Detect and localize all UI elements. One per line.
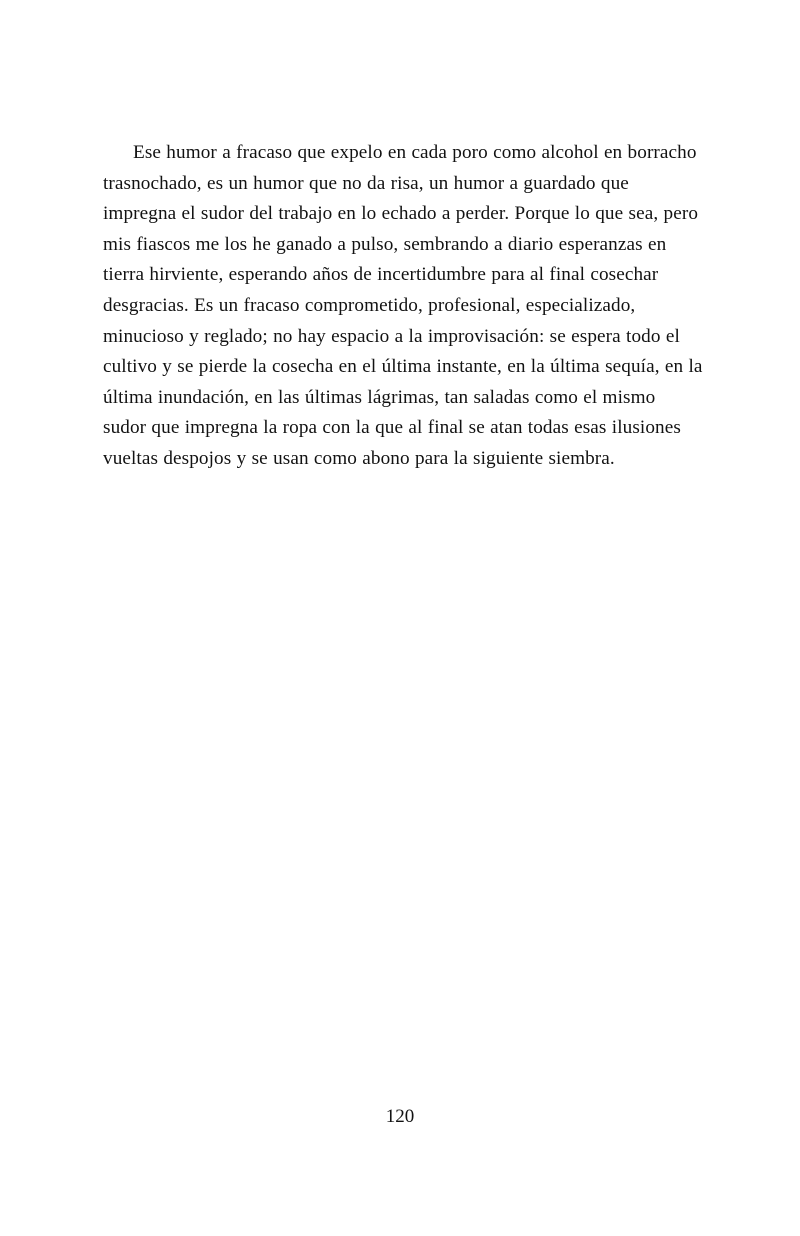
body-paragraph: Ese humor a fracaso que expelo en cada poro como alcohol en borracho trasnochado, es un humor que no da risa, un humor a guardado que impregna el sudor del trabajo en lo echado a perder. Porque lo que sea, pero mis fiascos me los he ganado a pulso, sembrando a diario esperanzas en tierra hirviente, esperando años de incertidumbre para al final cosechar desgracias. Es un fracaso comprometido, profesional, especializado, minucioso y reglado; no hay espacio a la improvisación: se espera todo el cultivo y se pierde la cosecha en el última instante, en la última sequía, en la última inundación, en las últimas lágrimas, tan saladas como el mismo sudor que impregna la ropa con la que al final se atan todas esas ilusiones vueltas despojos y se usan como abono para la siguiente siembra. xyxy=(103,142,703,469)
page-text-block xyxy=(103,138,703,475)
page-number: 120 xyxy=(385,1106,415,1127)
